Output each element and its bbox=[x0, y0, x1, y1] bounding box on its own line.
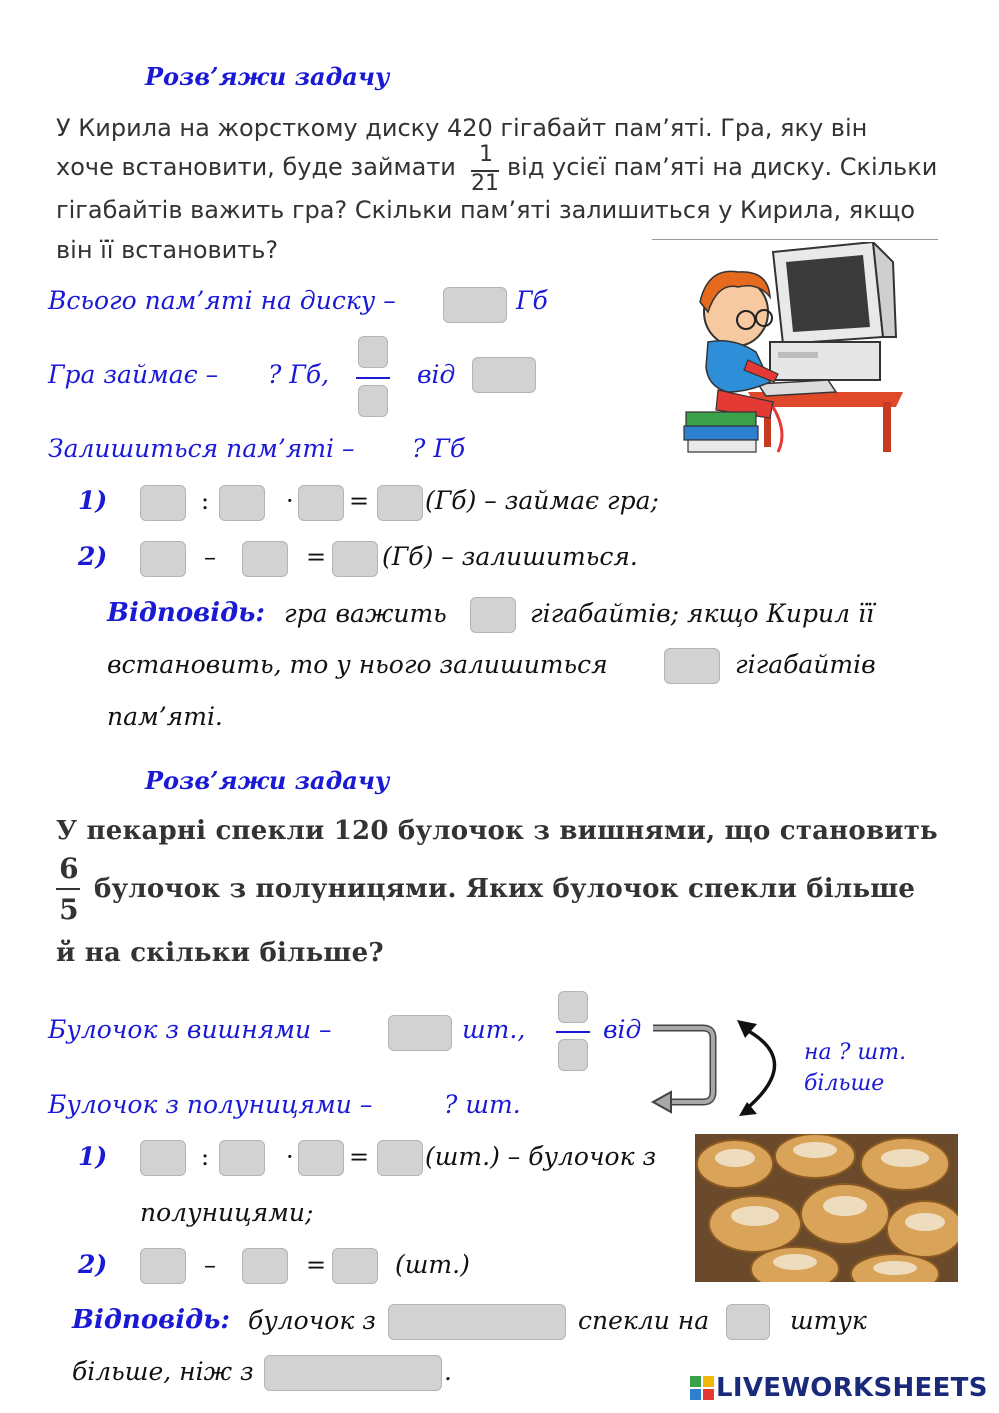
task2-step2-equals: = bbox=[306, 1251, 327, 1279]
arrows-diagram bbox=[645, 1010, 935, 1125]
task2-step1-input-c[interactable] bbox=[298, 1140, 344, 1176]
divider-line bbox=[652, 239, 938, 240]
task1-fraction-numerator-input[interactable] bbox=[358, 336, 388, 368]
task1-step1-number: 1) bbox=[78, 486, 108, 515]
task1-total-input[interactable] bbox=[443, 287, 507, 323]
task2-step2-description: (шт.) bbox=[395, 1250, 470, 1279]
task1-fraction-denominator: 21 bbox=[471, 171, 499, 196]
task1-step2-description: (Гб) – залишиться. bbox=[382, 542, 638, 571]
boy-at-computer-illustration bbox=[678, 242, 910, 458]
task2-step2-result-input[interactable] bbox=[332, 1248, 378, 1284]
side-note-line-1: на ? шт. bbox=[804, 1040, 907, 1065]
task1-step2-equals: = bbox=[306, 543, 327, 571]
side-note-line-2: більше bbox=[804, 1071, 885, 1096]
task2-answer-text-5: . bbox=[444, 1357, 452, 1386]
task1-remaining-unknown: ? Гб bbox=[412, 434, 466, 463]
task1-problem-line-2a: хоче встановити, буде займати bbox=[56, 153, 456, 181]
task1-step1-input-c[interactable] bbox=[298, 485, 344, 521]
task2-step1-colon: : bbox=[201, 1143, 210, 1171]
task1-step1-colon: : bbox=[201, 487, 210, 515]
task1-condition-total: Всього пам’яті на диску – bbox=[48, 286, 396, 315]
task2-step1-result-input[interactable] bbox=[377, 1140, 423, 1176]
task1-answer-remaining-input[interactable] bbox=[664, 648, 720, 684]
task2-step2-input-b[interactable] bbox=[242, 1248, 288, 1284]
task1-fraction-denominator-input[interactable] bbox=[358, 385, 388, 417]
task2-answer-difference-input[interactable] bbox=[726, 1304, 770, 1340]
task2-fraction-denominator: 5 bbox=[59, 893, 79, 926]
task2-cherry-from: від bbox=[603, 1015, 642, 1044]
task1-title: Розв’яжи задачу bbox=[145, 62, 390, 91]
task1-step2-number: 2) bbox=[78, 542, 108, 571]
task2-condition-strawberry: Булочок з полуницями – bbox=[48, 1090, 373, 1119]
task1-step1-result-input[interactable] bbox=[377, 485, 423, 521]
task2-title: Розв’яжи задачу bbox=[145, 766, 390, 795]
task1-problem-line-3: гігабайтів важить гра? Скільки пам’яті залишиться у Кирила, якщо bbox=[56, 196, 916, 224]
task1-answer-text-4: гігабайтів bbox=[735, 650, 876, 679]
task2-step1-input-a[interactable] bbox=[140, 1140, 186, 1176]
task1-step1-input-b[interactable] bbox=[219, 485, 265, 521]
task2-step1-description-2: полуницями; bbox=[140, 1198, 314, 1227]
task2-answer-text-1: булочок з bbox=[248, 1306, 376, 1335]
task1-problem-line-1: У Кирила на жорсткому диску 420 гігабайт пам’яті. Гра, яку він bbox=[56, 114, 868, 142]
task1-step1-dot: · bbox=[286, 487, 294, 515]
task2-answer-other-input[interactable] bbox=[264, 1355, 442, 1391]
task2-step1-number: 1) bbox=[78, 1142, 108, 1171]
task2-strawberry-unknown: ? шт. bbox=[444, 1090, 521, 1119]
task2-step1-description: (шт.) – булочок з bbox=[425, 1142, 657, 1171]
task1-game-from: від bbox=[417, 360, 456, 389]
task1-answer-text-1: гра важить bbox=[284, 599, 447, 628]
task1-answer-game-size-input[interactable] bbox=[470, 597, 516, 633]
task1-fraction-numerator: 1 bbox=[479, 142, 493, 167]
liveworksheets-logo-text: LIVEWORKSHEETS bbox=[716, 1373, 988, 1403]
task1-step1-input-a[interactable] bbox=[140, 485, 186, 521]
task2-answer-label: Відповідь: bbox=[72, 1305, 230, 1335]
task2-fraction-line bbox=[556, 1031, 590, 1033]
task2-answer-text-3: штук bbox=[790, 1306, 867, 1335]
task2-condition-cherry: Булочок з вишнями – bbox=[48, 1015, 332, 1044]
task2-step2-minus: – bbox=[204, 1251, 216, 1279]
task1-step2-minus: – bbox=[204, 543, 216, 571]
task2-step2-number: 2) bbox=[78, 1250, 108, 1279]
task1-problem-line-2b: від усієї пам’яті на диску. Скільки bbox=[507, 153, 938, 181]
task2-cherry-input[interactable] bbox=[388, 1015, 452, 1051]
task1-total-unit: Гб bbox=[516, 286, 548, 315]
croissants-photo bbox=[695, 1134, 958, 1282]
task1-fraction-line bbox=[356, 377, 390, 379]
task1-step2-result-input[interactable] bbox=[332, 541, 378, 577]
task1-step1-equals: = bbox=[349, 487, 370, 515]
task1-condition-game: Гра займає – bbox=[48, 360, 219, 389]
liveworksheets-logo-icon bbox=[690, 1376, 714, 1400]
task1-answer-label: Відповідь: bbox=[107, 598, 265, 628]
task2-cherry-unit: шт., bbox=[462, 1015, 526, 1044]
task2-problem-line-2: булочок з полуницями. Яких булочок спекли більше bbox=[94, 874, 916, 904]
task2-step2-input-a[interactable] bbox=[140, 1248, 186, 1284]
task1-answer-text-2: гігабайтів; якщо Кирил її bbox=[530, 599, 874, 628]
task1-answer-text-5: пам’яті. bbox=[107, 702, 223, 731]
task1-step2-input-b[interactable] bbox=[242, 541, 288, 577]
task1-step2-input-a[interactable] bbox=[140, 541, 186, 577]
task2-answer-which-input[interactable] bbox=[388, 1304, 566, 1340]
task2-step1-input-b[interactable] bbox=[219, 1140, 265, 1176]
task2-step1-dot: · bbox=[286, 1143, 294, 1171]
task2-fraction-numerator: 6 bbox=[59, 852, 79, 885]
task1-game-unknown: ? Гб, bbox=[268, 360, 330, 389]
task1-from-input[interactable] bbox=[472, 357, 536, 393]
task2-fraction-bar bbox=[56, 888, 80, 890]
task1-problem-line-4: він її встановить? bbox=[56, 236, 279, 264]
task2-step1-equals: = bbox=[349, 1143, 370, 1171]
task2-fraction-denominator-input[interactable] bbox=[558, 1039, 588, 1071]
task1-answer-text-3: встановить, то у нього залишиться bbox=[107, 650, 608, 679]
task1-step1-description: (Гб) – займає гра; bbox=[425, 486, 659, 515]
task2-problem-line-1: У пекарні спекли 120 булочок з вишнями, що становить bbox=[56, 816, 938, 846]
task2-problem-line-3: й на скільки більше? bbox=[56, 938, 384, 968]
task2-answer-text-4: більше, ніж з bbox=[72, 1357, 254, 1386]
task1-condition-remaining: Залишиться пам’яті – bbox=[48, 434, 355, 463]
task2-fraction-numerator-input[interactable] bbox=[558, 991, 588, 1023]
task2-answer-text-2: спекли на bbox=[578, 1306, 710, 1335]
